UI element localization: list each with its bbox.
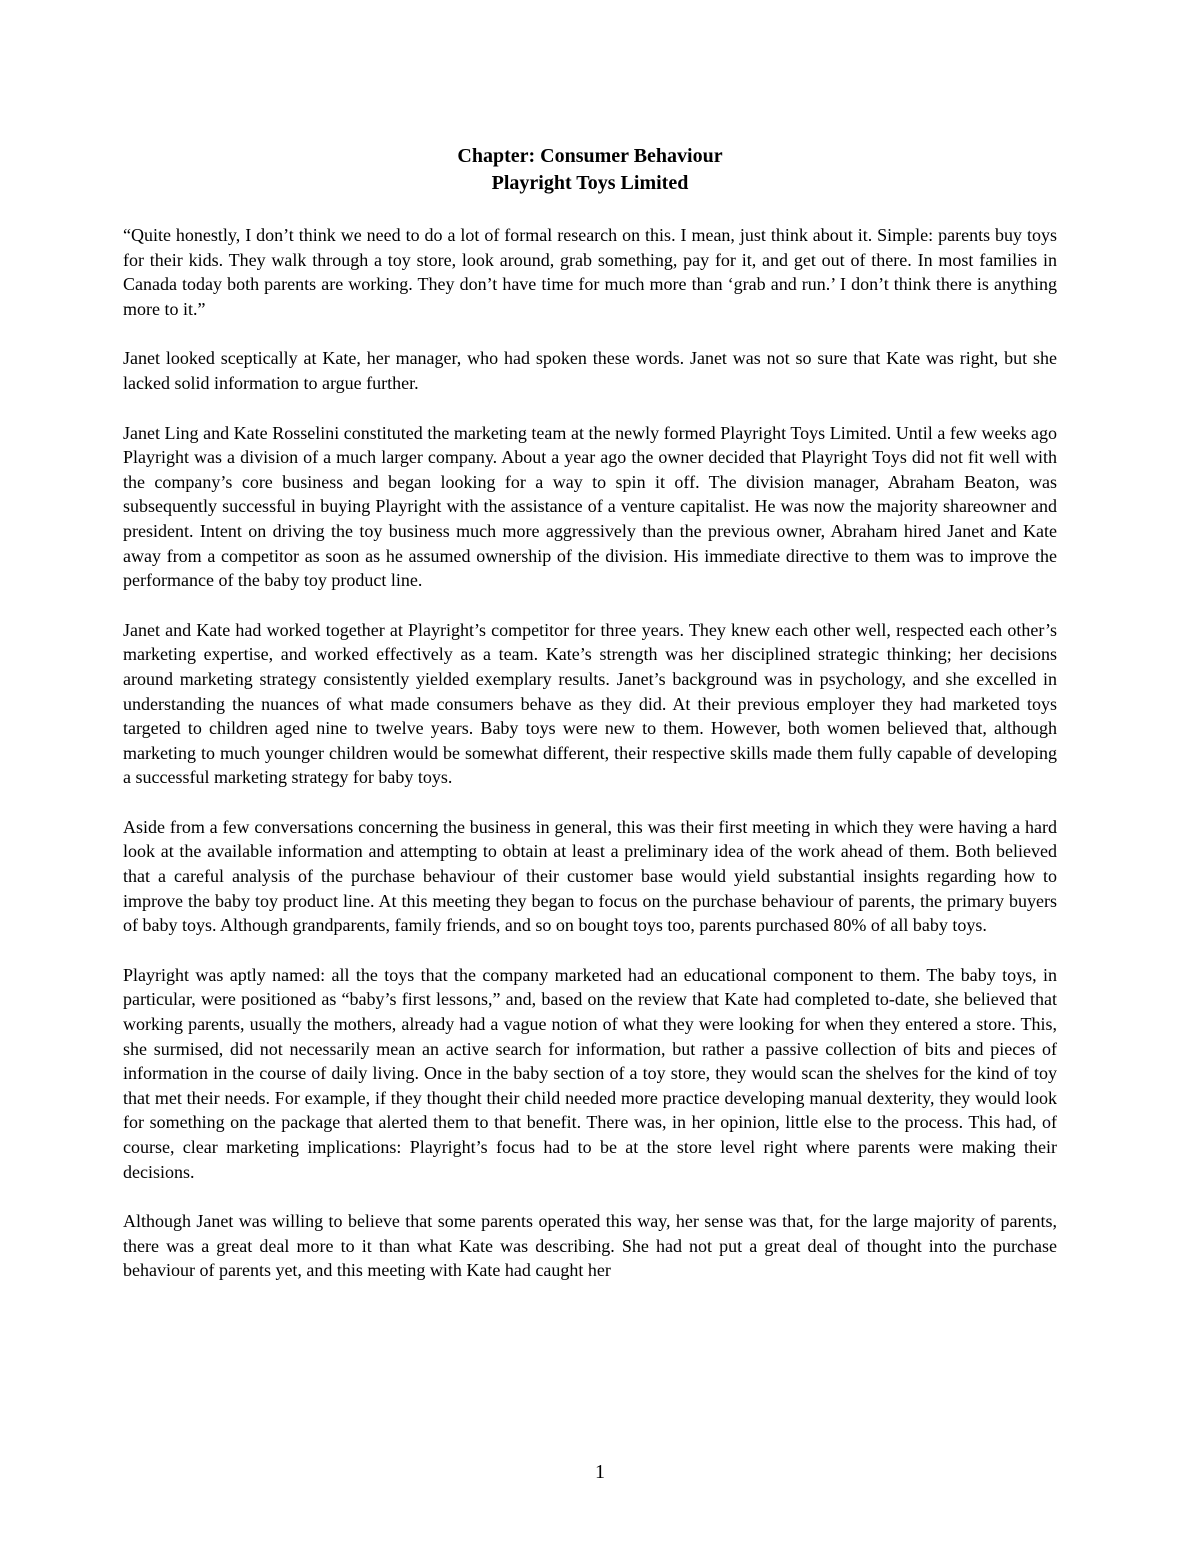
paragraph-1: “Quite honestly, I don’t think we need to do a lot of formal research on this. I mean, just think about it. Simple: parents buy toys for their kids. They walk through a toy store, look around, grab something, pay for it, and get out of there. In most families in Canada today both parents are working. They don’t have time for much more than ‘grab and run.’ I don’t think there is anything more to it.” bbox=[123, 225, 1057, 319]
paragraph-5: Aside from a few conversations concerning the business in general, this was their first meeting in which they were having a hard look at the available information and attempting to obtain at least a preliminary idea of the work ahead of them. Both believed that a careful analysis of the purchase behaviour of their customer base would yield substantial insights regarding how to improve the baby toy product line. At this meeting they began to focus on the purchase behaviour of parents, the primary buyers of baby toys. Although grandparents, family friends, and so on bought toys too, parents purchased 80% of all baby toys. bbox=[123, 816, 1057, 936]
paragraph-2: Janet looked sceptically at Kate, her manager, who had spoken these words. Janet was not so sure that Kate was right, but she lacked solid information to argue further. bbox=[123, 348, 1057, 393]
paragraph-3: Janet Ling and Kate Rosselini constituted the marketing team at the newly formed Playright Toys Limited. Until a few weeks ago Playright was a division of a much larger company. About a year ago the owner decided that Playright Toys did not fit well with the company’s core business and began looking for a way to spin it off. The division manager, Abraham Beaton, was subsequently successful in buying Playright with the assistance of a venture capitalist. He was now the majority shareowner and president. Intent on driving the toy business much more aggressively than the previous owner, Abraham hired Janet and Kate away from a competitor as soon as he assumed ownership of the division. His immediate directive to them was to improve the performance of the baby toy product line. bbox=[123, 422, 1057, 591]
chapter-title: Chapter: Consumer Behaviour bbox=[457, 145, 723, 167]
case-title: Playright Toys Limited bbox=[491, 172, 689, 194]
paragraph-6: Playright was aptly named: all the toys that the company marketed had an educational component to them. The baby toys, in particular, were positioned as “baby’s first lessons,” and, based on the review that Kate had completed to-date, she believed that working parents, usually the mothers, already had a vague notion of what they were looking for when they entered a store. This, she surmised, did not necessarily mean an active search for information, but rather a passive collection of bits and pieces of information in the course of daily living. Once in the baby section of a toy store, they would scan the shelves for the kind of toy that met their needs. For example, if they thought their child needed more practice developing manual dexterity, they would look for something on the package that alerted them to that benefit. There was, in her opinion, little else to the process. This had, of course, clear marketing implications: Playright’s focus had to be at the store level right where parents were making their decisions. bbox=[123, 964, 1057, 1182]
title-block bbox=[123, 143, 1057, 197]
document-page bbox=[123, 143, 1057, 1308]
paragraph-4: Janet and Kate had worked together at Playright’s competitor for three years. They knew each other well, respected each other’s marketing expertise, and worked effectively as a team. Kate’s strength was her disciplined strategic thinking; her decisions around marketing strategy consistently yielded exemplary results. Janet’s background was in psychology, and she excelled in understanding the nuances of what made consumers behave as they did. At their previous employer they had marketed toys targeted to children aged nine to twelve years. Baby toys were new to them. However, both women believed that, although marketing to much younger children would be somewhat different, their respective skills made them fully capable of developing a successful marketing strategy for baby toys. bbox=[123, 619, 1057, 788]
page-number: 1 bbox=[595, 1461, 605, 1483]
paragraph-7: Although Janet was willing to believe that some parents operated this way, her sense was that, for the large majority of parents, there was a great deal more to it than what Kate was describing. She had not put a great deal of thought into the purchase behaviour of parents yet, and this meeting with Kate had caught her bbox=[123, 1211, 1057, 1281]
